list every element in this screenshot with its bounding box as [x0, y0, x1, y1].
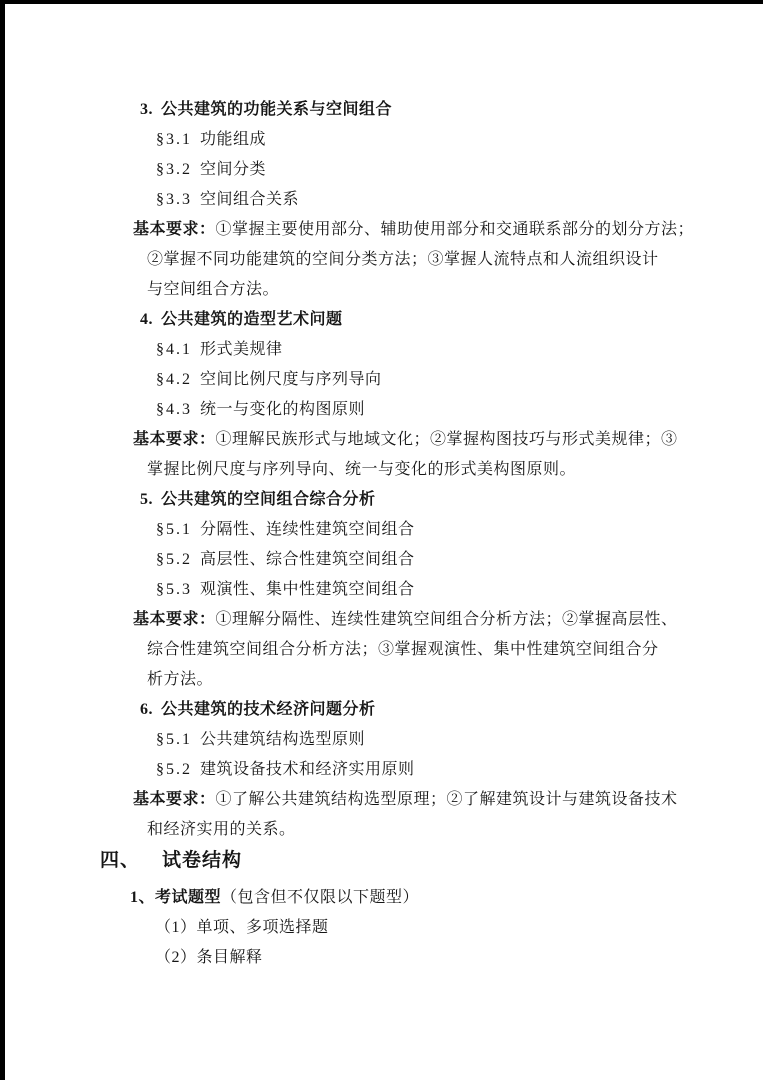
subsection-item: [156, 365, 694, 395]
subsection-item: [156, 755, 694, 785]
subsection-text: 空间比例尺度与序列导向: [200, 371, 382, 388]
subsection-text: 形式美规律: [200, 341, 283, 358]
document-content: [100, 95, 694, 973]
section-heading: [140, 695, 694, 725]
requirements-line: 掌握比例尺度与序列导向、统一与变化的形式美构图原则。: [147, 461, 577, 478]
scan-edge-left: [0, 0, 5, 1080]
requirements-line: [133, 215, 694, 245]
section-title: 公共建筑的空间组合综合分析: [161, 491, 376, 508]
subsection-tag: §5.1: [156, 731, 192, 748]
exam-subitem: （1）单项、多项选择题: [155, 919, 329, 936]
subsection-item: [156, 155, 694, 185]
requirements-text: ①掌握主要使用部分、辅助使用部分和交通联系部分的划分方法；: [215, 221, 695, 238]
subsection-item: [156, 545, 694, 575]
requirements-line: ②掌握不同功能建筑的空间分类方法；③掌握人流特点和人流组织设计: [147, 251, 659, 268]
subsection-text: 公共建筑结构选型原则: [200, 731, 366, 748]
subsection-tag: §5.2: [156, 761, 192, 778]
subsection-tag: §5.1: [156, 521, 192, 538]
requirements-line: [133, 785, 694, 815]
requirements-text: ①理解分隔性、连续性建筑空间组合分析方法；②掌握高层性、: [215, 611, 678, 628]
subsection-item: [156, 335, 694, 365]
section-heading: [140, 95, 694, 125]
subsection-tag: §4.2: [156, 371, 192, 388]
subsection-tag: §5.3: [156, 581, 192, 598]
requirements-label: 基本要求：: [133, 611, 216, 628]
section-number: 4.: [140, 311, 153, 328]
subsection-tag: §5.2: [156, 551, 192, 568]
section-number: 6.: [140, 701, 153, 718]
section-title: 公共建筑的功能关系与空间组合: [161, 101, 393, 118]
part-heading: [100, 845, 694, 877]
requirements-line: 综合性建筑空间组合分析方法；③掌握观演性、集中性建筑空间组合分: [147, 641, 659, 658]
subsection-tag: §4.3: [156, 401, 192, 418]
subsection-tag: §4.1: [156, 341, 192, 358]
requirements-label: 基本要求：: [133, 791, 216, 808]
subsection-text: 空间组合关系: [200, 191, 300, 208]
section-heading: [140, 305, 694, 335]
exam-subitem: （2）条目解释: [155, 949, 263, 966]
subsection-tag: §3.2: [156, 161, 192, 178]
scan-edge-top: [0, 0, 763, 4]
exam-type-number: 1、: [130, 889, 156, 906]
subsection-text: 统一与变化的构图原则: [200, 401, 366, 418]
section-heading: [140, 485, 694, 515]
subsection-item: [156, 395, 694, 425]
section-title: 公共建筑的造型艺术问题: [161, 311, 343, 328]
exam-type-label: 考试题型: [155, 889, 222, 906]
subsection-item: [156, 185, 694, 215]
exam-type-note: （包含但不仅限以下题型）: [221, 889, 420, 906]
requirements-label: 基本要求：: [133, 431, 216, 448]
section-title: 公共建筑的技术经济问题分析: [161, 701, 376, 718]
subsection-item: [156, 725, 694, 755]
requirements-label: 基本要求：: [133, 221, 216, 238]
subsection-text: 高层性、综合性建筑空间组合: [200, 551, 415, 568]
exam-type-heading: [130, 883, 694, 913]
subsection-text: 建筑设备技术和经济实用原则: [200, 761, 415, 778]
subsection-text: 功能组成: [200, 131, 267, 148]
subsection-tag: §3.1: [156, 131, 192, 148]
requirements-line: 析方法。: [147, 671, 214, 688]
subsection-item: [156, 125, 694, 155]
part-title: 试卷结构: [162, 850, 243, 871]
subsection-text: 空间分类: [200, 161, 267, 178]
requirements-text: ①了解公共建筑结构选型原理；②了解建筑设计与建筑设备技术: [215, 791, 678, 808]
section-number: 3.: [140, 101, 153, 118]
subsection-tag: §3.3: [156, 191, 192, 208]
part-number: 四、: [100, 850, 141, 871]
section-number: 5.: [140, 491, 153, 508]
subsection-item: [156, 575, 694, 605]
requirements-line: 和经济实用的关系。: [147, 821, 296, 838]
requirements-line: [133, 425, 694, 455]
subsection-item: [156, 515, 694, 545]
subsection-text: 观演性、集中性建筑空间组合: [200, 581, 415, 598]
requirements-line: [133, 605, 694, 635]
requirements-line: 与空间组合方法。: [147, 281, 280, 298]
subsection-text: 分隔性、连续性建筑空间组合: [200, 521, 415, 538]
requirements-text: ①理解民族形式与地域文化；②掌握构图技巧与形式美规律；③: [215, 431, 678, 448]
